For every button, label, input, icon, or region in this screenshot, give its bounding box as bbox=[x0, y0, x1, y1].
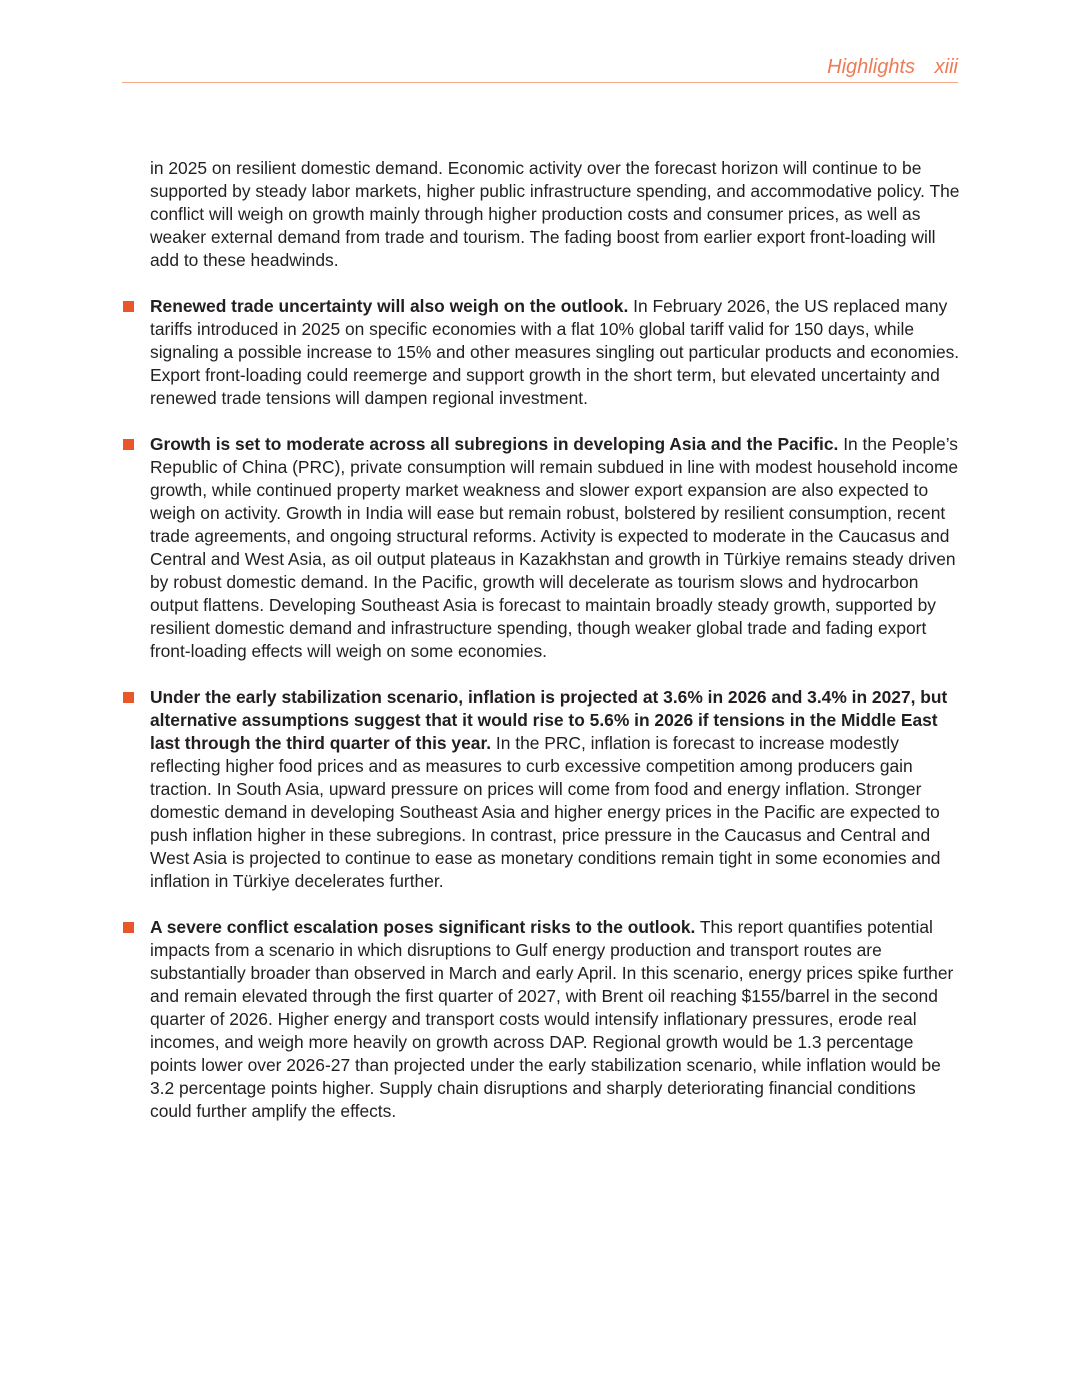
bullet-square-icon bbox=[123, 922, 134, 933]
bullet-lead: Under the early stabilization scenario, inflation is projected at 3.6% in 2026 and 3.4% in 2027, but alternative assumptions suggest that it would rise to 5.6% in 2026 if tensions in the Middle East last through the third quarter of this year. bbox=[150, 687, 948, 753]
page-body bbox=[150, 157, 962, 1146]
section-name: Highlights bbox=[827, 56, 915, 78]
bullet-square-icon bbox=[123, 439, 134, 450]
page-number: xiii bbox=[934, 56, 958, 78]
bullet-body: In February 2026, the US replaced many tariffs introduced in 2025 on specific economies with a flat 10% global tariff valid for 150 days, while signaling a possible increase to 15% and other measures singling out particular products and economies. Export front-loading could reemerge and support growth in the short term, but elevated uncertainty and renewed trade tensions will dampen regional investment. bbox=[150, 296, 960, 408]
bullet-body: This report quantifies potential impacts from a scenario in which disruptions to Gulf energy production and transport routes are substantially broader than observed in March and early April. In this scenario, energy prices spike further and remain elevated through the first quarter of 2027, with Brent oil reaching $155/barrel in the second quarter of 2026. Higher energy and transport costs would intensify inflationary pressures, erode real incomes, and weigh more heavily on growth across DAP. Regional growth would be 1.3 percentage points lower over 2026-27 than projected under the early stabilization scenario, while inflation would be 3.2 percentage points higher. Supply chain disruptions and sharply deteriorating financial conditions could further amplify the effects. bbox=[150, 917, 954, 1121]
bullet-item-growth-moderation bbox=[150, 433, 962, 663]
bullet-body: In the PRC, inflation is forecast to increase modestly reflecting higher food prices and as measures to curb excessive competition among producers gain traction. In South Asia, upward pressure on prices will come from food and energy inflation. Stronger domestic demand in developing Southeast Asia and higher energy prices in the Pacific are expected to push inflation higher in these subregions. In contrast, price pressure in the Caucasus and Central and West Asia is projected to continue to ease as monetary conditions remain tight in some economies and inflation in Türkiye decelerates further. bbox=[150, 733, 941, 891]
bullet-text bbox=[150, 295, 962, 410]
bullet-lead: Renewed trade uncertainty will also weigh on the outlook. bbox=[150, 296, 629, 316]
bullet-lead: A severe conflict escalation poses significant risks to the outlook. bbox=[150, 917, 696, 937]
bullet-square-icon bbox=[123, 301, 134, 312]
bullet-item-conflict-escalation bbox=[150, 916, 962, 1123]
bullet-item-trade-uncertainty bbox=[150, 295, 962, 410]
bullet-text bbox=[150, 433, 962, 663]
lead-paragraph: in 2025 on resilient domestic demand. Economic activity over the forecast horizon will continue to be supported by steady labor markets, higher public infrastructure spending, and accommodative policy. The conflict will weigh on growth mainly through higher production costs and consumer prices, as well as weaker external demand from trade and tourism. The fading boost from earlier export front-loading will add to these headwinds. bbox=[150, 158, 960, 270]
bullet-text bbox=[150, 916, 962, 1123]
bullet-item-inflation-outlook bbox=[150, 686, 962, 893]
bullet-square-icon bbox=[123, 692, 134, 703]
bullet-body: In the People’s Republic of China (PRC), private consumption will remain subdued in line with modest household income growth, while continued property market weakness and slower export expansion are also expected to weigh on activity. Growth in India will ease but remain robust, bolstered by resilient consumption, recent trade agreements, and ongoing structural reforms. Activity is expected to moderate in the Caucasus and Central and West Asia, as oil output plateaus in Kazakhstan and growth in Türkiye remains steady driven by robust domestic demand. In the Pacific, growth will decelerate as tourism slows and hydrocarbon output flattens. Developing Southeast Asia is forecast to maintain broadly steady growth, supported by resilient domestic demand and infrastructure spending, though weaker global trade and fading export front-loading effects will weigh on some economies. bbox=[150, 434, 959, 661]
bullet-text bbox=[150, 686, 962, 893]
bullet-lead: Growth is set to moderate across all subregions in developing Asia and the Pacific. bbox=[150, 434, 839, 454]
running-header bbox=[122, 52, 958, 83]
